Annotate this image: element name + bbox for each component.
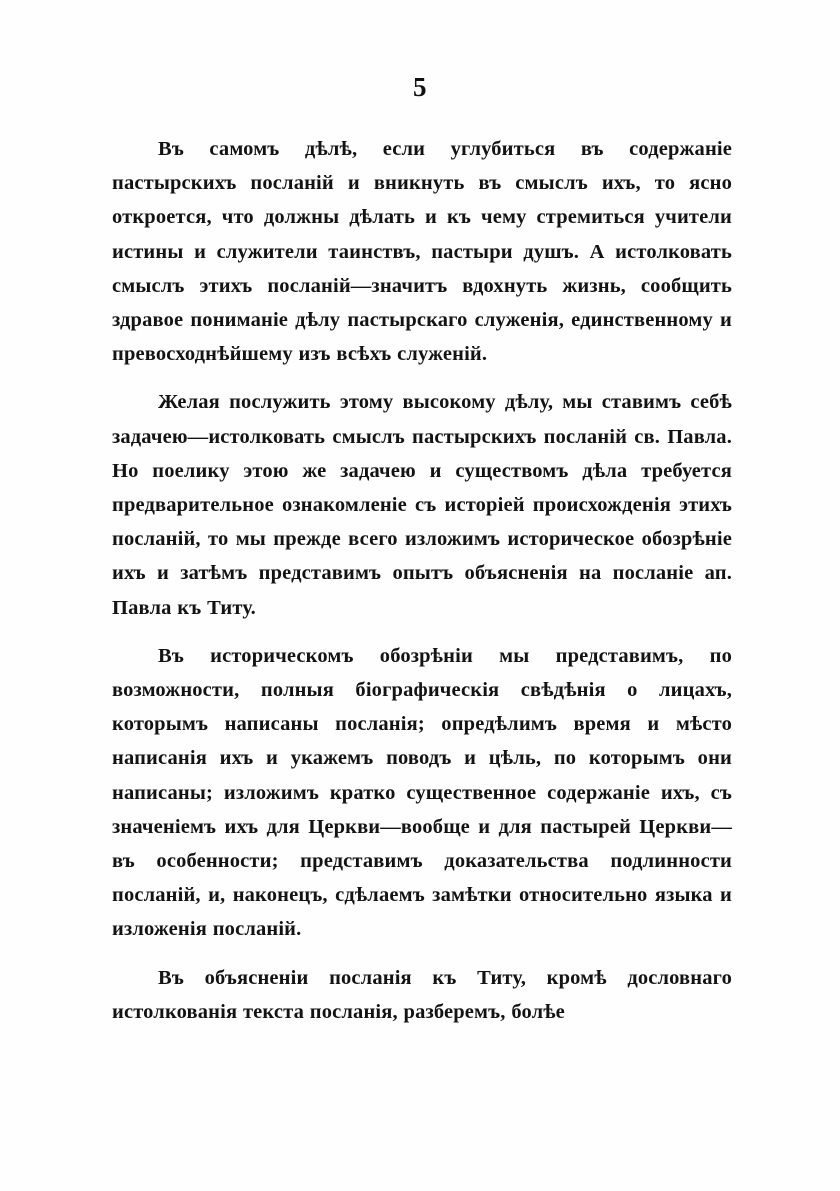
paragraph: Въ объясненіи посланія къ Титу, кромѣ дословнаго истолкованія текста посланія, разберемъ, болѣе <box>112 966 732 1023</box>
page-number: 5 <box>413 72 427 102</box>
paragraph: Желая послужить этому высокому дѣлу, мы ставимъ себѣ задачею—истолковать смыслъ пастырскихъ посланій св. Павла. Но поелику этою же задачею и существомъ дѣла требуется предварительное ознакомленіе съ исторіей происхожденія этихъ посланій, то мы прежде всего изложимъ историческое обозрѣніе ихъ и затѣмъ представимъ опытъ объясненія на посланіе ап. Павла къ Титу. <box>112 391 732 619</box>
page-body <box>112 132 732 1029</box>
paragraph: Въ историческомъ обозрѣніи мы представимъ, по возможности, полныя біографическія свѣдѣнія о лицахъ, которымъ написаны посланія; опредѣлимъ время и мѣсто написанія ихъ и укажемъ поводъ и цѣль, по которымъ они написаны; изложимъ кратко существенное содержаніе ихъ, съ значеніемъ ихъ для Церкви—вообще и для пастырей Церкви—въ особенности; представимъ доказательства подлинности посланій, и, наконецъ, сдѣлаемъ замѣтки относительно языка и изложенія посланій. <box>112 644 732 941</box>
paragraph: Въ самомъ дѣлѣ, если углубиться въ содержаніе пастырскихъ посланій и вникнуть въ смыслъ ихъ, то ясно откроется, что должны дѣлать и къ чему стремиться учители истины и служители таинствъ, пастыри душъ. А истолковать смыслъ этихъ посланій—значитъ вдохнуть жизнь, сообщить здравое пониманіе дѣлу пастырскаго служенія, единственному и превосходнѣйшему изъ всѣхъ служеній. <box>112 138 732 366</box>
